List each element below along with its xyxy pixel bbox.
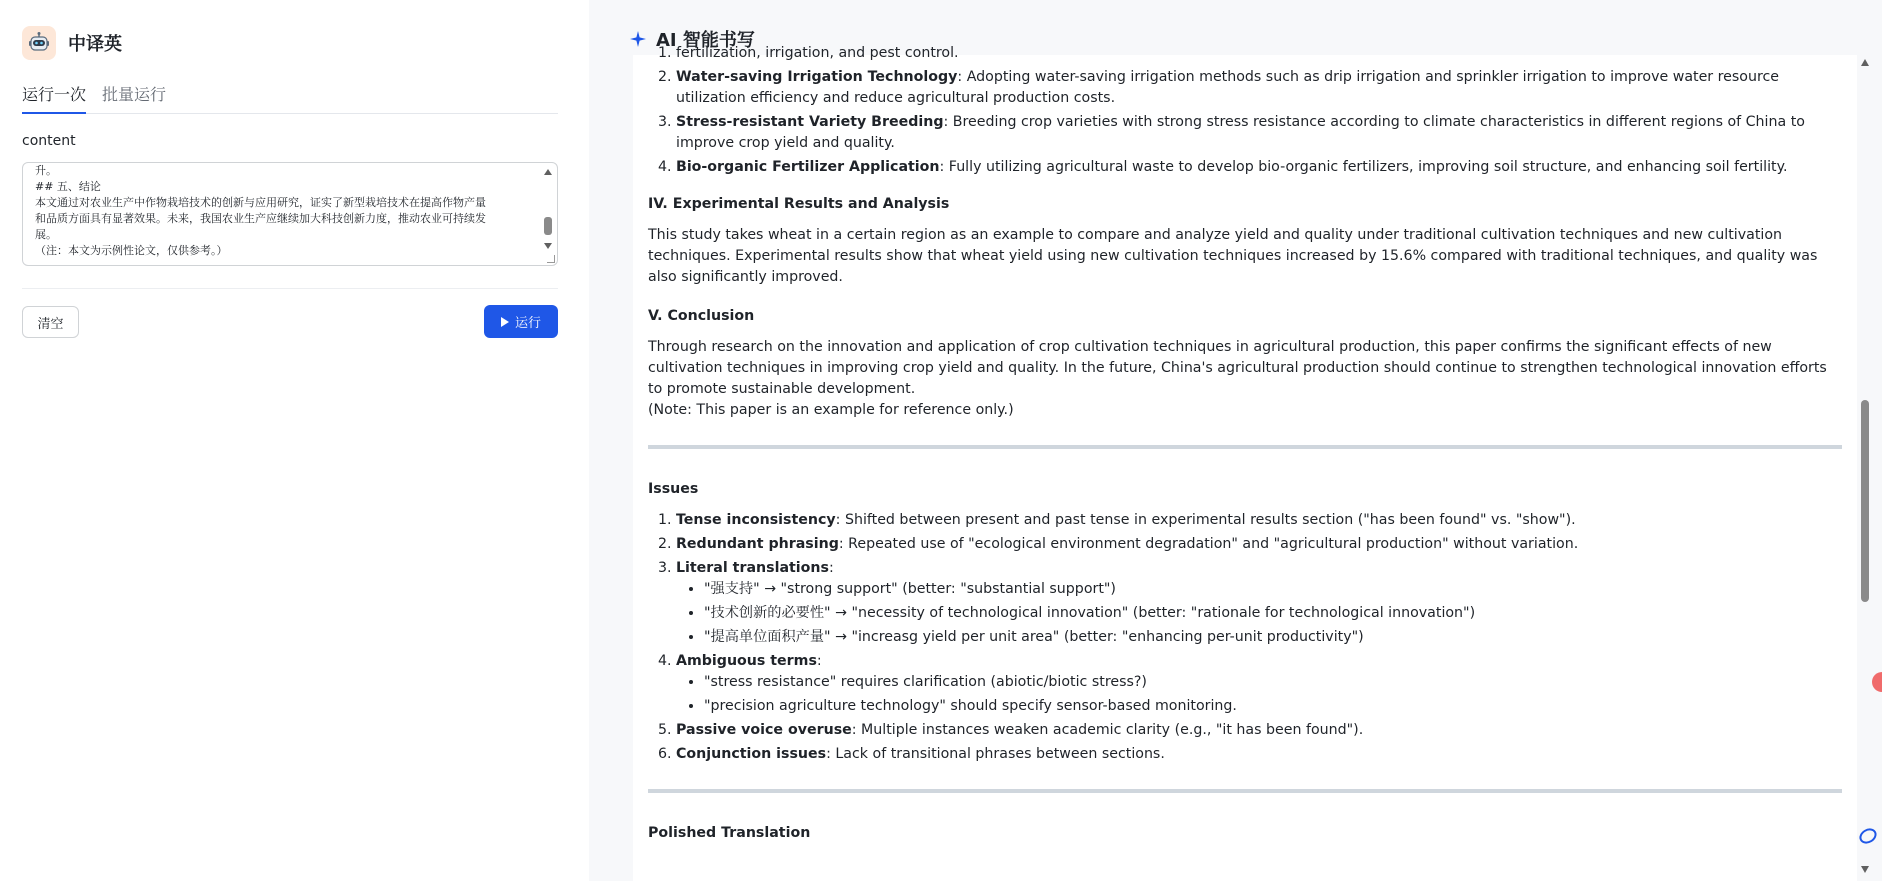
issue-item: 1. Tense inconsistency: Shifted between present and past tense in experimental results section ("has been found" vs. "show"). [676, 510, 1842, 531]
polished-heading: Polished Translation [648, 825, 811, 841]
issue-item: 2. Redundant phrasing: Repeated use of "ecological environment degradation" and "agricultural production" without variation. [676, 534, 1842, 555]
scroll-up-icon[interactable] [544, 169, 552, 175]
issues-list [648, 510, 1842, 765]
tab-run-once[interactable]: 运行一次 [22, 82, 86, 114]
textarea-scrollbar[interactable] [543, 167, 553, 261]
content-textarea-value: 升。 ## 五、结论 本文通过对农业生产中作物栽培技术的创新与应用研究，证实了新型栽培技术在提高作物产量 和品质方面具有显著效果。未来，我国农业生产应继续加大科技创新力度，推动农业可持续发 展。 （注：本文为示例性论文，仅供参考。） [35, 164, 486, 257]
list-item: 2. Water-saving Irrigation Technology: Adopting water-saving irrigation methods such as drip irrigation and sprinkler irrigation to improve water resource utilization efficiency and reduce agricultural production costs. [676, 67, 1842, 109]
run-button[interactable] [484, 305, 558, 338]
horizontal-rule [648, 445, 1842, 449]
scroll-down-icon[interactable] [1861, 866, 1869, 873]
output-scrollbar[interactable] [1858, 55, 1872, 881]
horizontal-rule [648, 789, 1842, 793]
sub-item: • "技术创新的必要性" → "necessity of technological innovation" (better: "rationale for technological innovation") [704, 603, 1842, 624]
note-text: (Note: This paper is an example for reference only.) [648, 402, 1014, 418]
issue-item: 5. Passive voice overuse: Multiple instances weaken academic clarity (e.g., "it has been found"). [676, 720, 1842, 741]
scroll-up-icon[interactable] [1861, 59, 1869, 66]
issue-item: 6. Conjunction issues: Lack of transitional phrases between sections. [676, 744, 1842, 765]
output-document [648, 43, 1842, 854]
run-button-label: 运行 [514, 316, 541, 331]
issue-item: 4. Ambiguous terms: • "stress resistance" requires clarification (abiotic/biotic stress?) • "precision agriculture technology" should specify sensor-based monitoring. [676, 651, 1842, 717]
clear-button[interactable]: 清空 [22, 306, 79, 338]
content-textarea[interactable] [22, 162, 558, 266]
left-panel [0, 0, 589, 881]
app-header [22, 26, 122, 60]
list-item: 1. fertilization, irrigation, and pest control. [676, 43, 1842, 64]
section-heading: V. Conclusion [648, 308, 755, 324]
output-title: AI 智能书写 [656, 30, 755, 51]
tech-list [648, 43, 1842, 178]
list-item: 4. Bio-organic Fertilizer Application: Fully utilizing agricultural waste to develop bio-organic fertilizers, improving soil structure, and enhancing soil fertility. [676, 157, 1842, 178]
section-heading: IV. Experimental Results and Analysis [648, 196, 950, 212]
resize-handle-icon[interactable] [547, 255, 555, 263]
issue-item: 3. Literal translations: • "强支持" → "strong support" (better: "substantial support") • "技术创新的必要性" → "necessity of technological innovation" (better: "rationale for technological innovation") • "提高单位面积产量" → "increasg yield per unit area" (better: "enhancing per-unit productivity") [676, 558, 1842, 648]
sub-item: • "precision agriculture technology" should specify sensor-based monitoring. [704, 696, 1842, 717]
scroll-down-icon[interactable] [544, 243, 552, 249]
play-icon [501, 317, 509, 327]
paragraph: Through research on the innovation and application of crop cultivation techniques in agricultural production, this paper confirms the significant effects of new cultivation techniques in improving crop yield and quality. In the future, China's agricultural production should continue to strengthen technological innovation efforts to promote sustainable development. [648, 339, 1827, 397]
sub-item: • "提高单位面积产量" → "increasg yield per unit area" (better: "enhancing per-unit productivity") [704, 627, 1842, 648]
output-content [633, 45, 1857, 881]
content-field-label: content [22, 133, 76, 149]
side-tab-icon[interactable] [1872, 672, 1882, 692]
ambiguous-sub-list [676, 672, 1842, 717]
divider [22, 288, 558, 289]
sub-item: • "强支持" → "strong support" (better: "substantial support") [704, 579, 1842, 600]
sparkle-icon [630, 31, 646, 47]
literal-sub-list [676, 579, 1842, 648]
assistant-float-icon[interactable] [1858, 826, 1878, 848]
paragraph: This study takes wheat in a certain region as an example to compare and analyze yield and quality under traditional cultivation techniques and new cultivation techniques. Experimental results show that wheat yield using new cultivation techniques increased by 15.6% compared with traditional techniques, and quality was also significantly improved. [648, 227, 1818, 285]
scroll-thumb[interactable] [1861, 400, 1869, 602]
tab-batch-run[interactable]: 批量运行 [102, 85, 167, 104]
sub-item: • "stress resistance" requires clarification (abiotic/biotic stress?) [704, 672, 1842, 693]
scroll-thumb[interactable] [544, 217, 552, 235]
robot-icon [22, 26, 56, 60]
app-title: 中译英 [68, 34, 122, 55]
list-item: 3. Stress-resistant Variety Breeding: Breeding crop varieties with strong stress resistance according to climate characteristics in different regions of China to improve crop yield and quality. [676, 112, 1842, 154]
issues-heading: Issues [648, 481, 699, 497]
run-mode-tabs [22, 82, 558, 114]
